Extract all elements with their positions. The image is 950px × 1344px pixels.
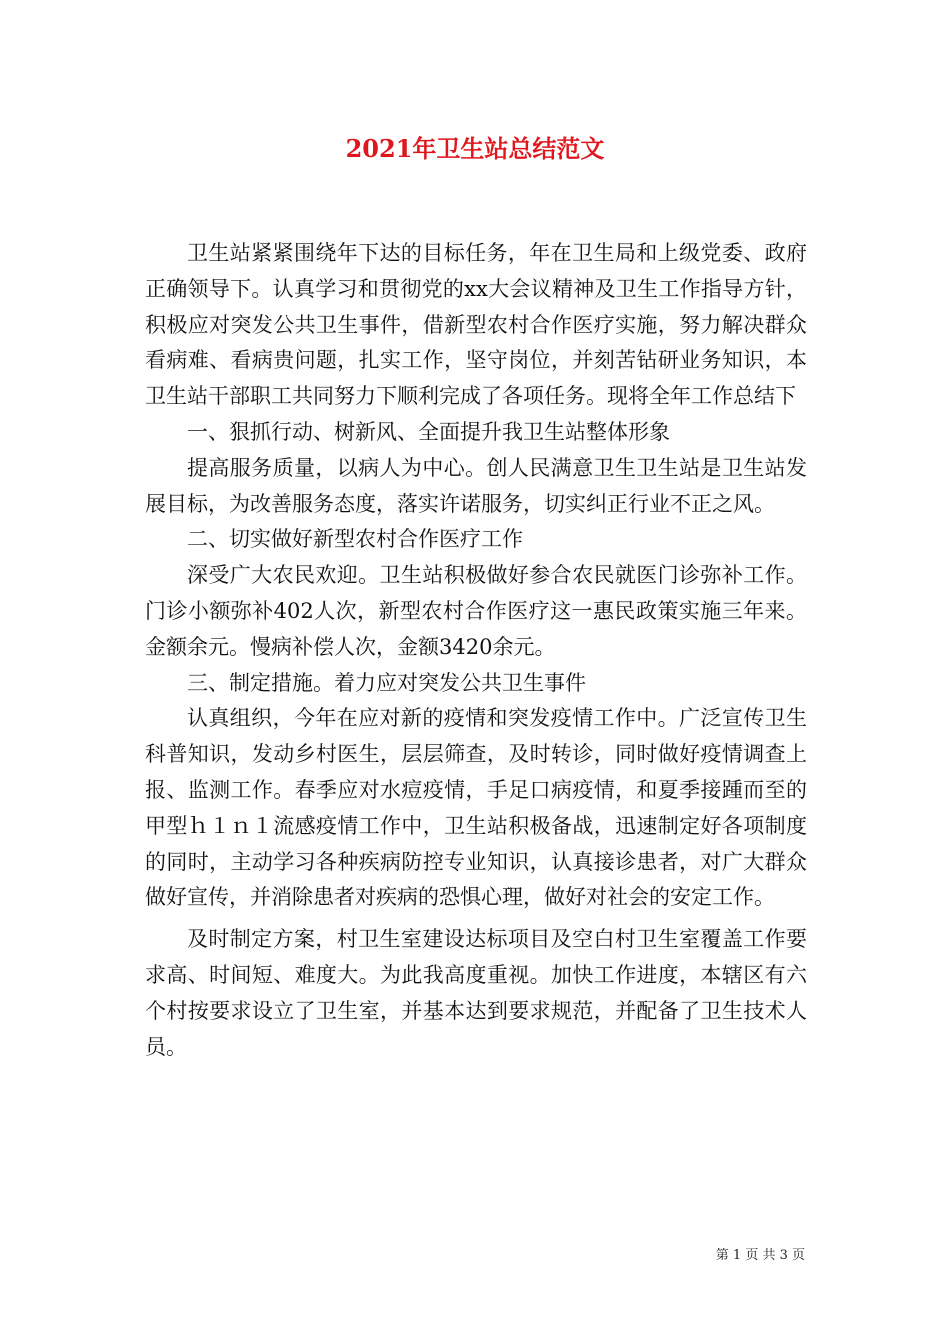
section-heading-2: 二、切实做好新型农村合作医疗工作	[187, 527, 523, 552]
paragraph-section-2: 深受广大农民欢迎。卫生站积极做好参合农民就医门诊弥补工作。门诊小额弥补402人次，新型农村合作医疗这一惠民政策实施三年来。金额余元。慢病补偿人次，金额3420余元。	[145, 563, 807, 659]
document-title: 2021年卫生站总结范文	[345, 134, 605, 163]
paragraph-section-3: 认真组织，今年在应对新的疫情和突发疫情工作中。广泛宣传卫生科普知识，发动乡村医生，层层筛查，及时转诊，同时做好疫情调查上报、监测工作。春季应对水痘疫情，手足口病疫情，和夏季接踵而至的甲型ｈ１ｎ１流感疫情工作中，卫生站积极备战，迅速制定好各项制度的同时，主动学习各种疾病防控专业知识，认真接诊患者，对广大群众做好宣传，并消除患者对疾病的恐惧心理，做好对社会的安定工作。	[145, 706, 807, 910]
section-heading-3: 三、制定措施。着力应对突发公共卫生事件	[187, 670, 586, 695]
page-indicator: 第 1 页 共 3 页	[715, 1248, 805, 1263]
paragraph-section-1: 提高服务质量，以病人为中心。创人民满意卫生卫生站是卫生站发展目标，为改善服务态度，落实许诺服务，切实纠正行业不正之风。	[145, 455, 807, 516]
section-heading-1: 一、狠抓行动、树新风、全面提升我卫生站整体形象	[187, 419, 670, 444]
paragraph-intro: 卫生站紧紧围绕年下达的目标任务，年在卫生局和上级党委、政府正确领导下。认真学习和贯彻党的xx大会议精神及卫生工作指导方针，积极应对突发公共卫生事件，借新型农村合作医疗实施，努力解决群众看病难、看病贵问题，扎实工作，坚守岗位，并刻苦钻研业务知识，本卫生站干部职工共同努力下顺利完成了各项任务。现将全年工作总结下	[145, 241, 807, 409]
paragraph-section-4: 及时制定方案，村卫生室建设达标项目及空白村卫生室覆盖工作要求高、时间短、难度大。为此我高度重视。加快工作进度，本辖区有六个村按要求设立了卫生室，并基本达到要求规范，并配备了卫生技术人员。	[145, 927, 807, 1059]
document-body	[145, 236, 807, 1065]
